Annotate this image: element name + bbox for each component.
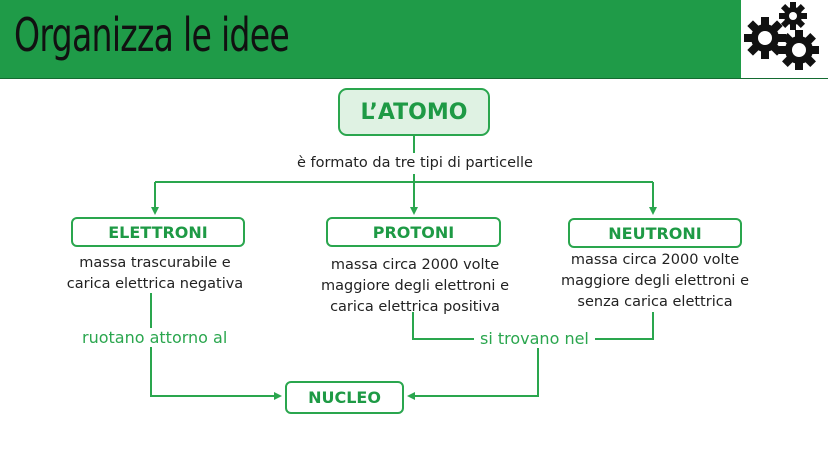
electrons-link-label: ruotano attorno al: [82, 328, 228, 347]
neutroni-description: massa circa 2000 volte maggiore degli elettroni e senza carica elettrica: [561, 252, 749, 310]
protoni-box: PROTONI: [326, 217, 501, 247]
elettroni-description: massa trascurabile e carica elettrica negativa: [66, 255, 244, 292]
nucleo-box: NUCLEO: [285, 381, 404, 414]
atom-box: L’ATOMO: [338, 88, 490, 136]
root-link-label: è formato da tre tipi di particelle: [270, 153, 560, 174]
neutroni-box: NEUTRONI: [568, 218, 742, 248]
protoni-description: massa circa 2000 volte maggiore degli elettroni e carica elettrica positiva: [321, 257, 509, 315]
elettroni-box: ELETTRONI: [71, 217, 245, 247]
page-title: Organizza le idee: [14, 8, 290, 62]
nucleons-link-label: si trovano nel: [474, 329, 595, 348]
